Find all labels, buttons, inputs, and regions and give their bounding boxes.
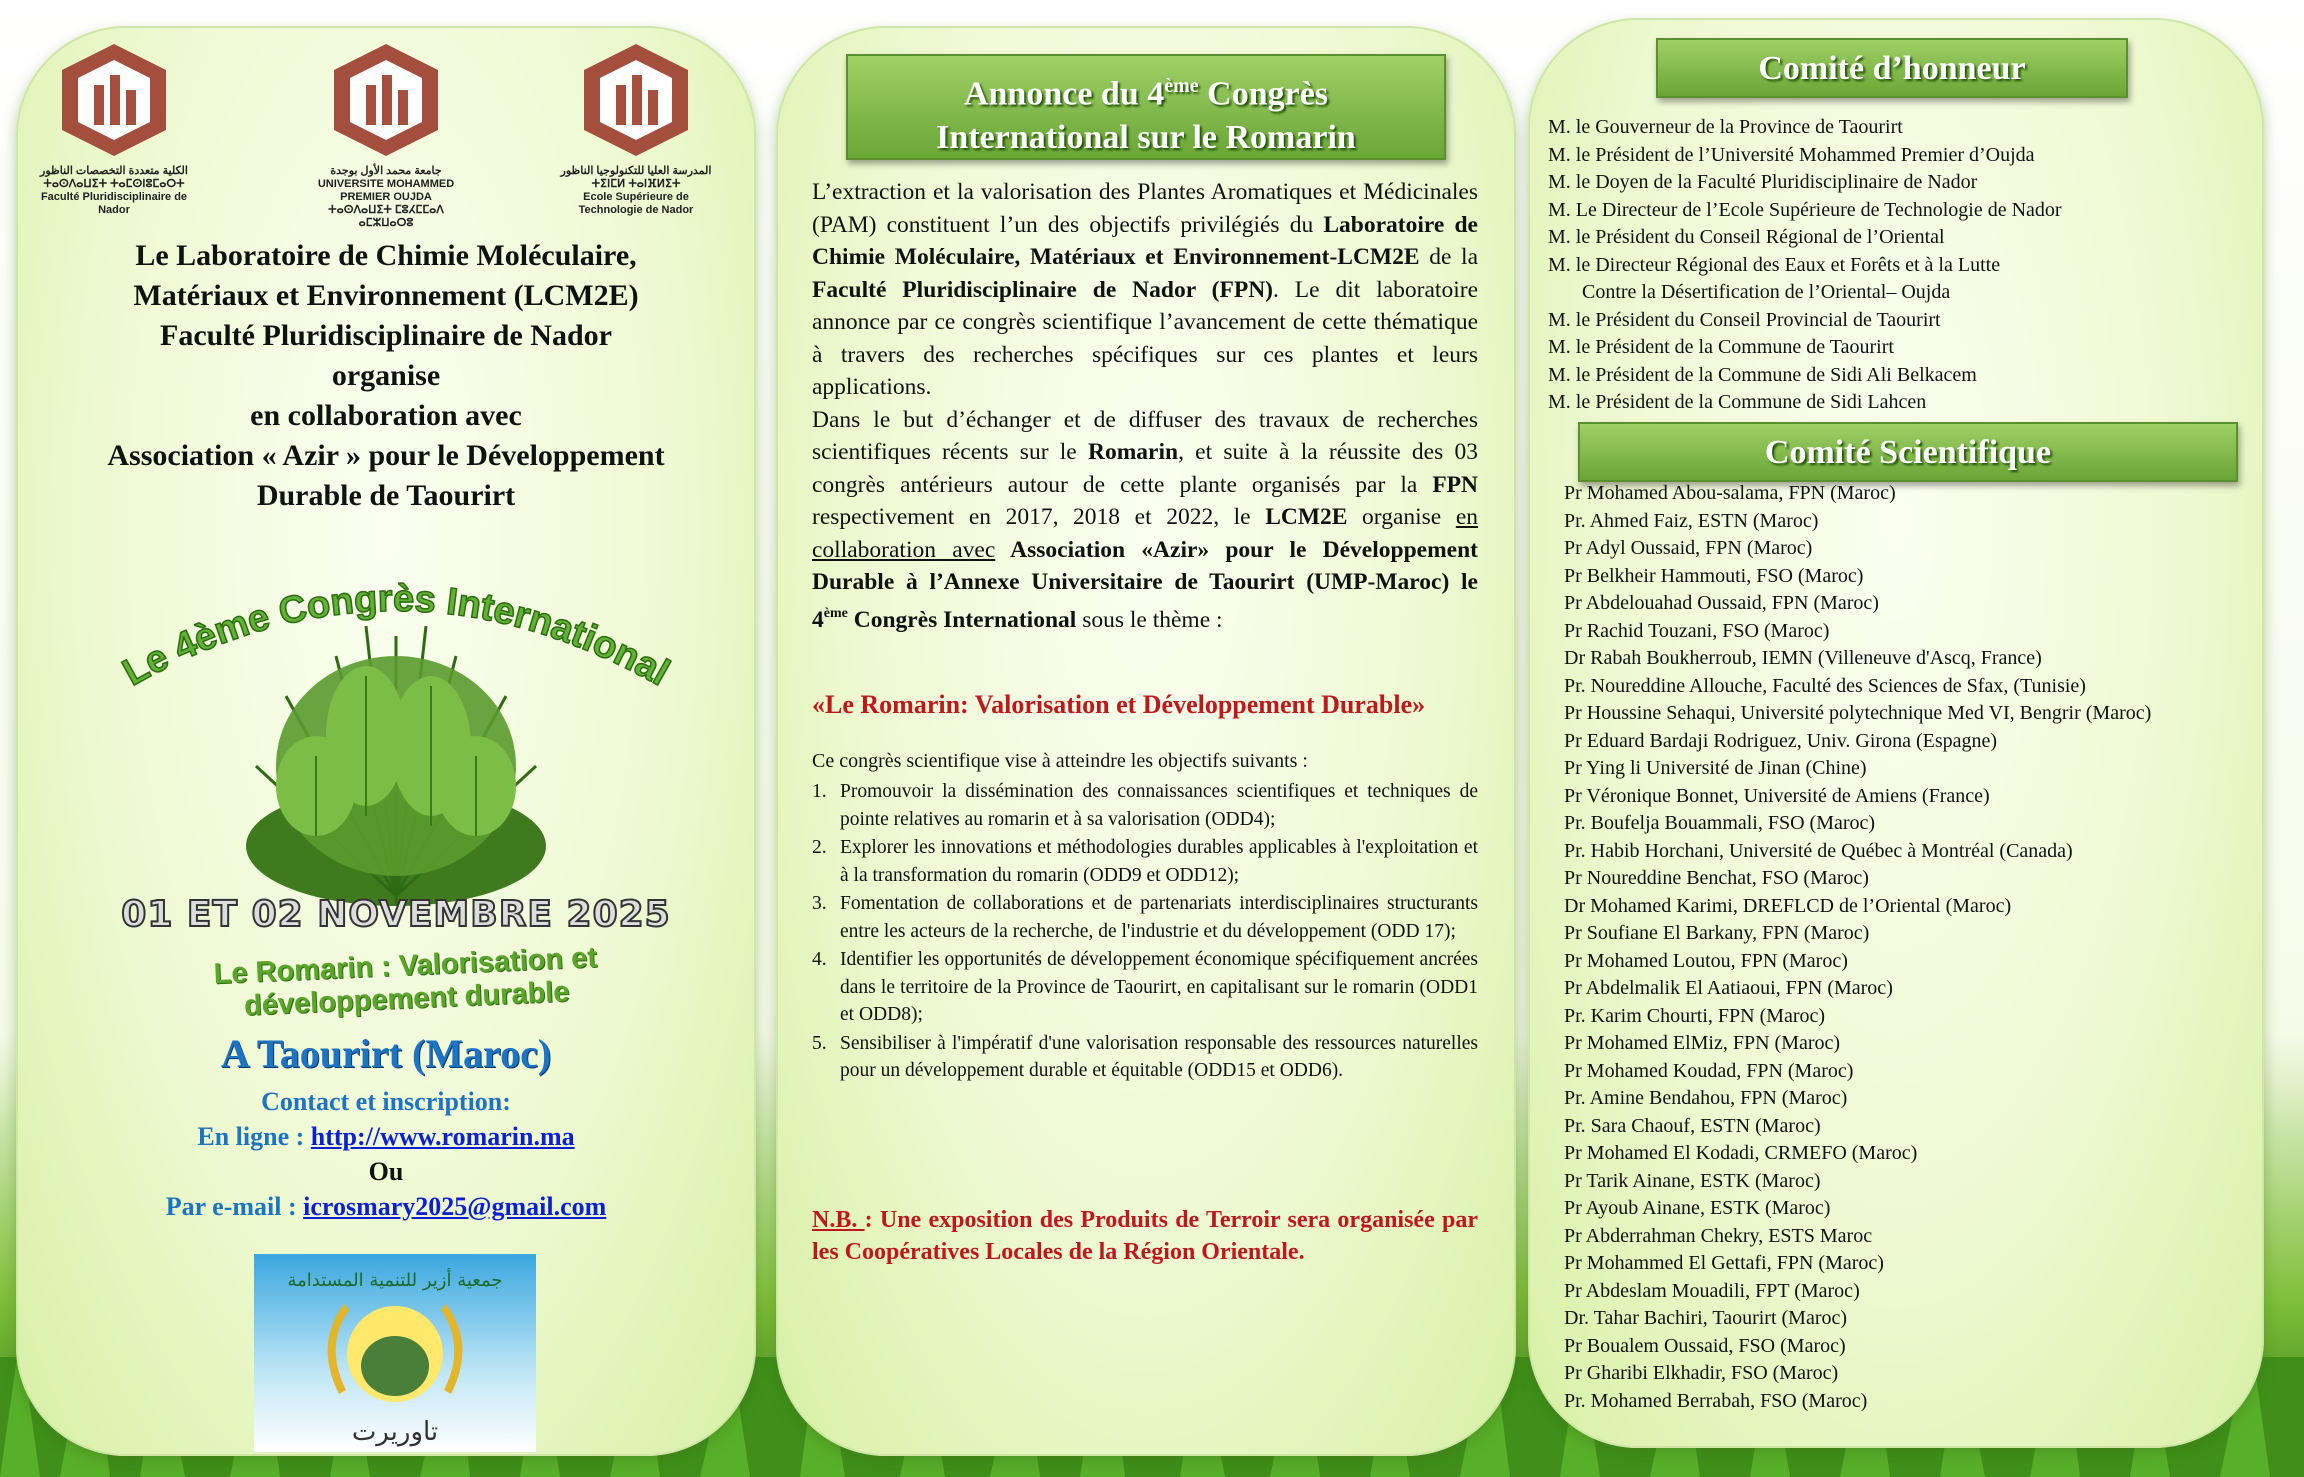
objectives-intro: Ce congrès scientifique vise à atteindre les objectifs suivants : bbox=[812, 750, 1308, 772]
congress-title: Le 4ème Congrès International bbox=[116, 577, 677, 695]
logo-caption-french: UNIVERSITE MOHAMMED PREMIER OUJDA bbox=[317, 178, 455, 203]
ump-logo bbox=[306, 40, 466, 230]
theme-banner: Le Romarin : Valorisation et développement durable bbox=[212, 941, 598, 1023]
association-azir-logo bbox=[254, 1254, 536, 1452]
contact-block bbox=[56, 1084, 716, 1224]
list-item: Pr. Ahmed Faiz, ESTN (Maroc) bbox=[1564, 509, 1819, 532]
list-item: Pr Mohammed El Gettafi, FPN (Maroc) bbox=[1564, 1252, 1884, 1274]
organizer-line: Le Laboratoire de Chimie Moléculaire, bbox=[135, 239, 637, 272]
list-item: Pr. Karim Chourti, FPN (Maroc) bbox=[1564, 1004, 1826, 1027]
list-item: Pr Mohamed ElMiz, FPN (Maroc) bbox=[1564, 1032, 1841, 1054]
list-item: M. Le Directeur de l’Ecole Supérieure de Technologie de Nador bbox=[1548, 198, 2062, 221]
logo-caption-tifinagh: ⵜⵉⵏⵎⵍ ⵜⴰⵏⴼⵍⵉⵜ bbox=[591, 178, 681, 190]
list-item: M. le Président du Conseil Régional de l’Oriental bbox=[1548, 226, 1945, 248]
list-item: Pr Mohamed El Kodadi, CRMEFO (Maroc) bbox=[1564, 1142, 1918, 1164]
list-item: Pr. Mohamed Berrabah, FSO (Maroc) bbox=[1564, 1389, 1868, 1412]
list-item: Pr Tarik Ainane, ESTK (Maroc) bbox=[1564, 1169, 1821, 1192]
list-item: Pr Rachid Touzani, FSO (Maroc) bbox=[1564, 619, 1830, 642]
list-item: Pr. Sara Chaouf, ESTN (Maroc) bbox=[1564, 1114, 1821, 1137]
intro-text bbox=[812, 176, 1478, 636]
website-link[interactable]: http://www.romarin.ma bbox=[310, 1122, 575, 1151]
organizer-line: organise bbox=[331, 359, 441, 392]
contact-heading: Contact et inscription: bbox=[261, 1087, 511, 1116]
middle-panel bbox=[776, 26, 1516, 1456]
organizer-line: Faculté Pluridisciplinaire de Nador bbox=[160, 319, 612, 352]
intro-paragraph-1: L’extraction et la valorisation des Plantes Aromatiques et Médicinales (PAM) constituent l’un des objectifs privilégiés du Laboratoire de Chimie Moléculaire, Matériaux et Environnement-LCM2E de la Faculté Pluridisciplinaire de Nador (FPN). Le dit laboratoire annonce par ce congrès scientifique l’avancement de cette thématique à travers des recherches spécifiques sur ces plantes et leurs applications. bbox=[812, 179, 1478, 400]
event-dates: 01 ET 02 NOVEMBRE 2025 bbox=[121, 894, 671, 935]
list-item: M. le Président de l’Université Mohammed Premier d’Oujda bbox=[1548, 143, 2035, 166]
online-label: En ligne : bbox=[197, 1122, 311, 1151]
left-panel bbox=[16, 26, 756, 1456]
list-item: M. le Directeur Régional des Eaux et Forêts et à la Lutte bbox=[1548, 253, 2001, 276]
list-item: Pr Mohamed Koudad, FPN (Maroc) bbox=[1564, 1059, 1854, 1082]
logo-caption-arabic: جامعة محمد الأول بوجدة bbox=[330, 165, 442, 177]
honor-committee-banner: Comité d’honneur bbox=[1656, 38, 2128, 98]
announcement-banner bbox=[846, 54, 1446, 160]
email-label: Par e-mail : bbox=[165, 1192, 304, 1221]
list-item: Pr. Noureddine Allouche, Faculté des Sciences de Sfax, (Tunisie) bbox=[1564, 674, 2086, 697]
objectives-list bbox=[812, 778, 1478, 1086]
university-seal-icon bbox=[576, 40, 696, 160]
list-item: 2. Explorer les innovations et méthodologies durables applicables à l'exploitation et à la transformation du romarin (ODD9 et ODD12); bbox=[812, 837, 1478, 886]
list-item: Pr Abdelmalik El Aatiaoui, FPN (Maroc) bbox=[1564, 977, 1893, 999]
intro-paragraph-2: Dans le but d’échanger et de diffuser des travaux de recherches scientifiques récents sur le Romarin, et suite à la réussite des 03 congrès antérieurs autour de cette plante organisés par la FPN respectivement en 2017, 2018 et 2022, le LCM2E organise en collaboration avec Association «Azir» pour le Développement Durable à l’Annexe Universitaire de Taourirt (UMP-Maroc) le 4ème Congrès International sous le thème : bbox=[812, 406, 1479, 633]
organizer-line: Matériaux et Environnement (LCM2E) bbox=[133, 279, 639, 312]
logo-caption-arabic: الكلية متعددة التخصصات الناظور bbox=[40, 165, 188, 177]
list-item: Pr. Boufelja Bouammali, FSO (Maroc) bbox=[1564, 812, 1876, 834]
list-item: Pr Soufiane El Barkany, FPN (Maroc) bbox=[1564, 922, 1870, 944]
list-item: Dr Rabah Boukherroub, IEMN (Villeneuve d'Ascq, France) bbox=[1564, 647, 2042, 669]
list-item: Pr Boualem Oussaid, FSO (Maroc) bbox=[1564, 1334, 1846, 1357]
nb-text: : Une exposition des Produits de Terroir sera organisée par les Coopératives Locales de la Région Orientale. bbox=[812, 1207, 1478, 1265]
congress-theme: «Le Romarin: Valorisation et Développement Durable» bbox=[812, 690, 1426, 719]
list-item: Pr Mohamed Abou-salama, FPN (Maroc) bbox=[1564, 482, 1896, 504]
contact-email bbox=[56, 1189, 716, 1224]
logo-caption-arabic: المدرسة العليا للتكنولوجيا الناظور bbox=[560, 165, 712, 177]
list-item: Dr. Tahar Bachiri, Taourirt (Maroc) bbox=[1564, 1307, 1848, 1329]
list-item: M. le Doyen de la Faculté Pluridisciplinaire de Nador bbox=[1548, 171, 1978, 193]
nota-bene bbox=[812, 1204, 1478, 1268]
organizer-line: Durable de Taourirt bbox=[256, 479, 516, 512]
list-item: 5. Sensibiliser à l'impératif d'une valorisation responsable des ressources naturelles pour un développement durable et équitable (ODD15 et ODD6). bbox=[812, 1032, 1478, 1081]
list-item: Pr Eduard Bardaji Rodriguez, Univ. Girona (Espagne) bbox=[1564, 729, 1998, 752]
scientific-committee-banner: Comité Scientifique bbox=[1578, 422, 2238, 482]
contact-or: Ou bbox=[368, 1157, 404, 1186]
list-item: Pr Ying li Université de Jinan (Chine) bbox=[1564, 757, 1867, 779]
list-item: 1. Promouvoir la dissémination des connaissances scientifiques et techniques de pointe relatives au romarin et à sa valorisation (ODD4); bbox=[812, 781, 1478, 830]
list-item: Pr Mohamed Loutou, FPN (Maroc) bbox=[1564, 949, 1848, 972]
svg-text:جمعية أزير للتنمية المستدامة: جمعية أزير للتنمية المستدامة bbox=[287, 1270, 503, 1291]
list-item: M. le Président de la Commune de Sidi Ali Belkacem bbox=[1548, 363, 1977, 386]
list-item: 3. Fomentation de collaborations et de partenariats interdisciplinaires structurants entre les acteurs de la recherche, de l'industrie et du développement (ODD 17); bbox=[812, 893, 1478, 942]
organizer-block bbox=[56, 236, 716, 516]
banner-line-1: Annonce du 4ème Congrès bbox=[963, 75, 1329, 113]
assoc-logo-text: تاوريرت bbox=[351, 1417, 439, 1447]
organizer-line: Association « Azir » pour le Développement bbox=[107, 439, 665, 472]
list-item: M. le Gouverneur de la Province de Taourirt bbox=[1548, 116, 1903, 138]
contact-online bbox=[56, 1119, 716, 1154]
list-item: Pr Abderrahman Chekry, ESTS Maroc bbox=[1564, 1224, 1873, 1247]
list-item: M. le Président de la Commune de Taourirt bbox=[1548, 336, 1894, 358]
list-item: Dr Mohamed Karimi, DREFLCD de l’Oriental (Maroc) bbox=[1564, 894, 2012, 917]
logo-caption-tifinagh: ⵜⴰⵙⴷⴰⵡⵉⵜ ⵎⵓⵃⵎⵎⴰⴷ ⴰⵎⵣⵡⴰⵔⵓ bbox=[328, 204, 444, 229]
list-item: Pr Ayoub Ainane, ESTK (Maroc) bbox=[1564, 1197, 1831, 1219]
organizer-line: en collaboration avec bbox=[250, 399, 522, 432]
event-city: A Taourirt (Maroc) bbox=[220, 1031, 552, 1076]
banner-line-2: International sur le Romarin bbox=[936, 119, 1356, 157]
logo-caption-french: Faculté Pluridisciplinaire de Nador bbox=[40, 191, 188, 216]
list-item: Pr. Habib Horchani, Université de Québec à Montréal (Canada) bbox=[1564, 839, 2073, 862]
list-item: Pr Houssine Sehaqui, Université polytechnique Med VI, Bengrir (Maroc) bbox=[1564, 702, 2152, 724]
list-item: Pr Abdeslam Mouadili, FPT (Maroc) bbox=[1564, 1279, 1860, 1302]
list-item: M. le Président du Conseil Provincial de Taourirt bbox=[1548, 308, 1941, 331]
list-item: Pr Adyl Oussaid, FPN (Maroc) bbox=[1564, 537, 1813, 559]
email-link[interactable]: icrosmary2025@gmail.com bbox=[303, 1192, 607, 1221]
rosemary-plant-icon bbox=[216, 616, 576, 916]
right-panel bbox=[1528, 18, 2264, 1448]
nb-label: N.B. bbox=[812, 1207, 865, 1233]
logo-caption-tifinagh: ⵜⴰⵙⴷⴰⵡⵉⵜ ⵜⴰⵎⵙⵏⵓⵎⴰⵔⵜ bbox=[43, 178, 185, 190]
list-item: Pr Véronique Bonnet, Université de Amiens (France) bbox=[1564, 784, 1990, 807]
logo-caption-french: Ecole Supérieure de Technologie de Nador bbox=[578, 191, 694, 216]
fpn-logo bbox=[34, 40, 194, 217]
university-seal-icon bbox=[326, 40, 446, 160]
list-item: Contre la Désertification de l’Oriental– Oujda bbox=[1582, 281, 1951, 303]
list-item: M. le Président de la Commune de Sidi Lahcen bbox=[1548, 391, 1927, 413]
estn-logo bbox=[556, 40, 716, 217]
list-item: 4. Identifier les opportunités de développement économique spécifiquement ancrées dans le territoire de la Province de Taourirt, en capitalisant sur le romarin (ODD1 et ODD8); bbox=[812, 949, 1478, 1025]
list-item: Pr Abdelouahad Oussaid, FPN (Maroc) bbox=[1564, 592, 1879, 614]
list-item: Pr. Amine Bendahou, FPN (Maroc) bbox=[1564, 1087, 1848, 1109]
list-item: Pr Noureddine Benchat, FSO (Maroc) bbox=[1564, 867, 1869, 889]
list-item: Pr Gharibi Elkhadir, FSO (Maroc) bbox=[1564, 1362, 1839, 1384]
university-seal-icon bbox=[54, 40, 174, 160]
scientific-committee-list bbox=[1564, 480, 2254, 1415]
honor-committee-list bbox=[1548, 114, 2248, 417]
list-item: Pr Belkheir Hammouti, FSO (Maroc) bbox=[1564, 564, 1864, 587]
